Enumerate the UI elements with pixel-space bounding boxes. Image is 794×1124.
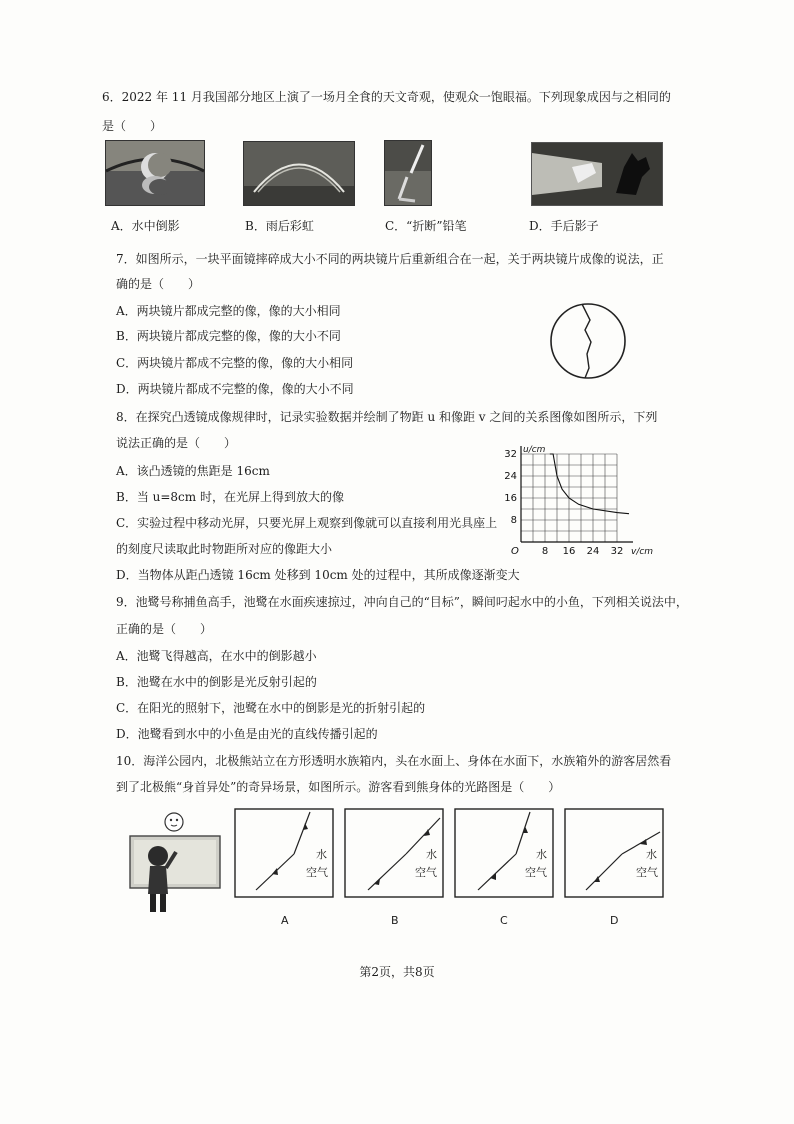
- origin-label: O: [511, 546, 519, 557]
- page-footer: 第2页，共8页: [359, 965, 435, 979]
- broken-mirror-figure: [545, 302, 631, 380]
- q6-stem-line2: 是（ ）: [102, 119, 163, 133]
- q8-option-b: B．当 u=8cm 时，在光屏上得到放大的像: [116, 490, 344, 504]
- diagram-b-water-label: 水: [426, 848, 437, 861]
- diagram-b-letter: B: [391, 914, 399, 927]
- q8-option-c-cont: 的刻度尺读取此时物距所对应的像距大小: [116, 542, 333, 556]
- x-tick-label: 24: [586, 546, 600, 557]
- x-tick-label: 16: [562, 546, 576, 557]
- q8-option-d: D．当物体从距凸透镜 16cm 处移到 10cm 处的过程中，其所成像逐渐变大: [116, 568, 520, 582]
- diagram-a-letter: A: [281, 914, 289, 927]
- y-axis-label: u/cm: [523, 445, 546, 455]
- q9-option-d: D．池鹭看到水中的小鱼是由光的直线传播引起的: [116, 727, 378, 741]
- y-tick-label: 24: [504, 471, 517, 482]
- q6-option-d: D．手后影子: [529, 219, 599, 233]
- diagram-d-letter: D: [610, 914, 619, 927]
- q6-option-a: A．水中倒影: [111, 219, 180, 233]
- hand-shadow-icon: [531, 142, 663, 206]
- q7-option-b: B．两块镜片都成完整的像，像的大小不同: [116, 329, 341, 343]
- moon-bridge-reflection-icon: [105, 140, 205, 206]
- q6-stem-line1: 6．2022 年 11 月我国部分地区上演了一场月全食的天文奇观，使观众一饱眼福。下列现象成因与之相同的: [102, 90, 671, 104]
- x-tick-label: 32: [610, 546, 624, 557]
- diagram-a-water-label: 水: [316, 848, 327, 861]
- q8-option-a: A．该凸透镜的焦距是 16cm: [116, 464, 270, 478]
- y-tick-label: 32: [504, 449, 517, 460]
- q7-option-d: D．两块镜片都成不完整的像，像的大小不同: [116, 382, 354, 396]
- q7-option-c: C．两块镜片都成不完整的像，像的大小相同: [116, 356, 354, 370]
- rainbow-icon: [243, 141, 355, 206]
- x-axis-label: v/cm: [631, 547, 654, 557]
- q9-option-a: A．池鹭飞得越高，在水中的倒影越小: [116, 649, 317, 663]
- q8-stem-line1: 8．在探究凸透镜成像规律时，记录实验数据并绘制了物距 u 和像距 v 之间的关系图像如图所示，下列: [116, 410, 658, 424]
- diagram-c-water-label: 水: [536, 848, 547, 861]
- diagram-c-letter: C: [500, 914, 508, 927]
- uv-graph: [495, 442, 654, 560]
- diagram-d-air-label: 空气: [636, 866, 658, 879]
- q6-option-c: C．“折断”铅笔: [385, 219, 467, 233]
- x-tick-label: 8: [541, 546, 549, 557]
- q10-stem-line1: 10．海洋公园内，北极熊站立在方形透明水族箱内，头在水面上、身体在水面下，水族箱外的游客居然看: [116, 754, 672, 768]
- q7-option-a: A．两块镜片都成完整的像，像的大小相同: [116, 304, 341, 318]
- q9-stem-line1: 9．池鹭号称捕鱼高手，池鹭在水面疾速掠过，冲向自己的“目标”，瞬间叼起水中的小鱼，下列相关说法中，: [116, 595, 688, 609]
- q8-stem-line2: 说法正确的是（ ）: [116, 436, 237, 450]
- diagram-d-water-label: 水: [646, 848, 657, 861]
- q7-stem-line1: 7．如图所示，一块平面镜摔碎成大小不同的两块镜片后重新组合在一起，关于两块镜片成像的说法，正: [116, 252, 664, 266]
- q9-option-c: C．在阳光的照射下，池鹭在水中的倒影是光的折射引起的: [116, 701, 426, 715]
- bent-pencil-icon: [384, 140, 432, 206]
- diagram-b-air-label: 空气: [415, 866, 437, 879]
- y-tick-label: 16: [504, 493, 517, 504]
- q9-stem-line2: 正确的是（ ）: [116, 622, 213, 636]
- q10-stem-line2: 到了北极熊“身首异处”的奇异场景，如图所示。游客看到熊身体的光路图是（ ）: [116, 780, 561, 794]
- q7-stem-line2: 确的是（ ）: [116, 277, 201, 291]
- y-tick-label: 8: [510, 515, 517, 526]
- diagram-c-air-label: 空气: [525, 866, 547, 879]
- q9-option-b: B．池鹭在水中的倒影是光反射引起的: [116, 675, 317, 689]
- q8-option-c: C．实验过程中移动光屏，只要光屏上观察到像就可以直接利用光具座上: [116, 516, 498, 530]
- diagram-a-air-label: 空气: [306, 866, 328, 879]
- q6-option-b: B．雨后彩虹: [245, 219, 314, 233]
- polar-bear-tank-illustration: [126, 806, 224, 924]
